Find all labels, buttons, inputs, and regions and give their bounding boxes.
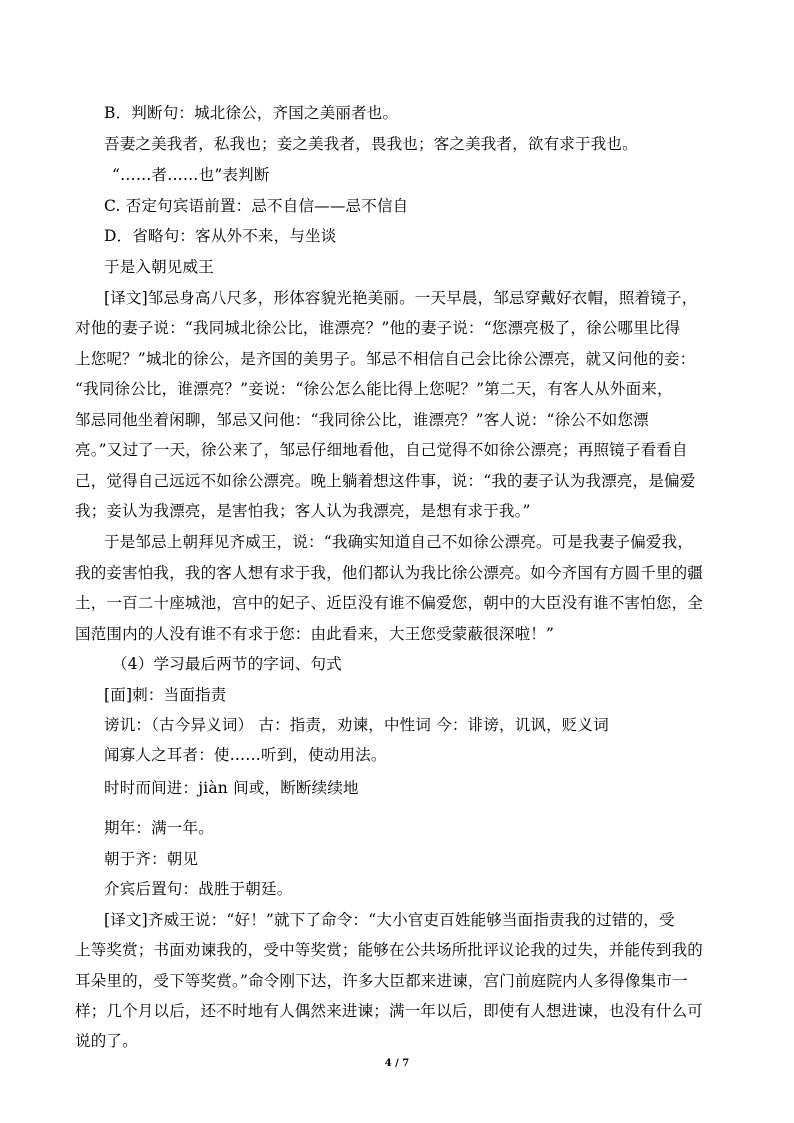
text-line: 谤讥：（古今异义词） 古：指责，劝谏，中性词 今：诽谤，讥讽，贬义词: [104, 716, 609, 734]
text-line: 己，觉得自己远远不如徐公漂亮。晚上躺着想这件事，说：“我的妻子认为我漂亮，是偏爱: [75, 472, 696, 490]
text-line: [译文]邹忌身高八尺多，形体容貌光艳美丽。一天早晨，邹忌穿戴好衣帽，照着镜子，: [104, 289, 698, 307]
text-line: 期年：满一年。: [104, 819, 214, 837]
text-line: 我的妾害怕我，我的客人想有求于我，他们都认为我比徐公漂亮。如今齐国有方圆千里的疆: [75, 564, 704, 582]
text-line: 耳朵里的，受下等奖赏。”命令刚下达，许多大臣都来进谏，宫门前庭院内人多得像集市一: [75, 972, 688, 990]
page-number: 4 / 7: [384, 1058, 410, 1069]
text-line: 说的了。: [75, 1032, 138, 1050]
text-line: 对他的妻子说：“我同城北徐公比，谁漂亮？”他的妻子说：“您漂亮极了，徐公哪里比得: [75, 319, 681, 337]
text-line: 我；妾认为我漂亮，是害怕我；客人认为我漂亮，是想有求于我。”: [75, 502, 531, 520]
text-line: （4）学习最后两节的字词、句式: [112, 655, 342, 673]
text-line: C. 否定句宾语前置：忌不自信——忌不信自: [104, 197, 409, 215]
text-line: 于是入朝见威王: [104, 258, 214, 276]
text-line: 时时而间进：jiàn 间或，断断续续地: [104, 779, 359, 797]
text-line: 上您呢？”城北的徐公，是齐国的美男子。邹忌不相信自己会比徐公漂亮，就又问他的妾：: [75, 350, 696, 368]
text-line: 上等奖赏；书面劝谏我的，受中等奖赏；能够在公共场所批评议论我的过失，并能传到我的: [75, 941, 704, 959]
text-line: 亮。”又过了一天，徐公来了，邹忌仔细地看他，自己觉得不如徐公漂亮；再照镜子看看自: [75, 441, 688, 459]
text-line: 邹忌同他坐着闲聊，邹忌又问他：“我同徐公比，谁漂亮？”客人说：“徐公不如您漂: [75, 411, 649, 429]
text-line: 土，一百二十座城池，宫中的妃子、近臣没有谁不偏爱您，朝中的大臣没有谁不害怕您，全: [75, 594, 704, 612]
text-line: 介宾后置句：战胜于朝廷。: [104, 880, 293, 898]
text-line: 吾妻之美我者，私我也；妾之美我者，畏我也；客之美我者，欲有求于我也。: [104, 135, 638, 153]
text-line: B．判断句：城北徐公，齐国之美丽者也。: [104, 104, 399, 122]
text-line: 闻寡人之耳者：使……听到，使动用法。: [104, 746, 387, 764]
text-line: “……者……也”表判断: [112, 166, 270, 184]
text-line: 于是邹忌上朝拜见齐威王，说：“我确实知道自己不如徐公漂亮。可是我妻子偏爱我，: [104, 533, 694, 551]
text-line: “我同徐公比，谁漂亮？”妾说：“徐公怎么能比得上您呢？”第二天，有客人从外面来，: [75, 380, 673, 398]
text-line: [面]刺：当面指责: [104, 686, 227, 704]
text-line: D．省略句：客从外不来，与坐谈: [104, 227, 337, 245]
text-line: 样；几个月以后，还不时地有人偶然来进谏；满一年以后，即使有人想进谏，也没有什么可: [75, 1002, 704, 1020]
text-line: [译文]齐威王说：“好！”就下了命令：“大小官吏百姓能够当面指责我的过错的，受: [104, 911, 675, 929]
text-line: 国范围内的人没有谁不有求于您：由此看来，大王您受蒙蔽很深啦！”: [75, 625, 555, 643]
text-line: 朝于齐：朝见: [104, 850, 199, 868]
